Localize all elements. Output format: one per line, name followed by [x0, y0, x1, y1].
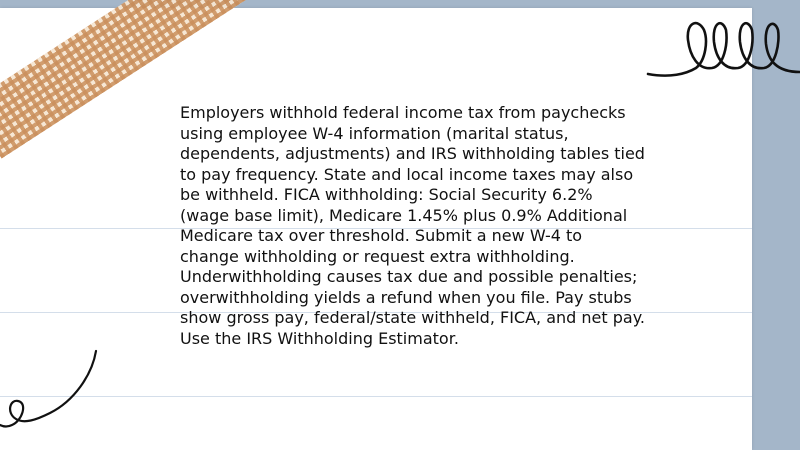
loop-scribble-top-right-icon: [640, 12, 800, 84]
note-body-text: Employers withhold federal income tax from paychecks using employee W-4 information (marital status, dependents, adjustments) and IRS withholding tables tied to pay frequency. State and local income taxes may also be withheld. FICA withholding: Social Security 6.2% (wage base limit), Medicare 1.45% plus 0.9% Additional Medicare tax over threshold. Submit a new W-4 to change withholding or request extra withholding. Underwithholding causes tax due and possible penalties; overwithholding yields a refund when you file. Pay stubs show gross pay, federal/state withheld, FICA, and net pay. Use the IRS Withholding Estimator.: [180, 103, 645, 348]
ruled-line: [0, 396, 752, 397]
loop-scribble-bottom-left-icon: [0, 345, 110, 435]
